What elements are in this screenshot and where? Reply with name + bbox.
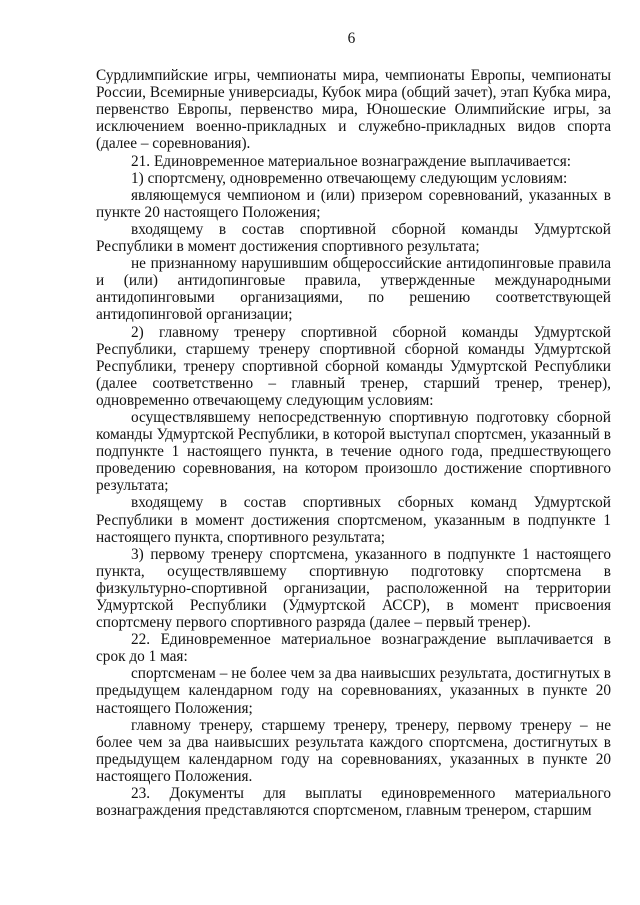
page-number: 6 (347, 30, 356, 47)
paragraph-23: 23. Документы для выплаты единовременного материального вознаграждения представляются спортсменом, главным тренером, старшим (96, 785, 611, 820)
paragraph-21-3: 3) первому тренеру спортсмена, указанного в подпункте 1 настоящего пункта, осуществлявшему спортивную подготовку спортсмена в физкультурно-спортивной организации, расположенной на территории Удмуртской Республики (Удмуртской АССР), в момент присвоения спортсмену первого спортивного разряда (далее – первый тренер). (96, 545, 611, 632)
document-page (96, 30, 611, 819)
paragraph-21-1-condition-champion: являющемуся чемпионом и (или) призером соревнований, указанных в пункте 20 настоящего Положения; (96, 186, 611, 221)
paragraph-21-2-condition-training: осуществлявшему непосредственную спортивную подготовку сборной команды Удмуртской Республики, в которой выступал спортсмен, указанный в подпункте 1 настоящего пункта, в течение одного года, предшествующего проведению соревнования, на котором произошло достижение спортивного результата; (96, 408, 611, 495)
paragraph-21-2-condition-team: входящему в состав спортивных сборных команд Удмуртской Республики в момент достижения спортсменом, указанным в подпункте 1 настоящего пункта, спортивного результата; (96, 494, 611, 546)
paragraph-21: 21. Единовременное материальное вознаграждение выплачивается: (131, 152, 572, 170)
paragraph-21-1: 1) спортсмену, одновременно отвечающему следующим условиям: (131, 169, 568, 187)
paragraph-22-athletes: спортсменам – не более чем за два наивысших результата, достигнутых в предыдущем календарном году на соревнованиях, указанных в пункте 20 настоящего Положения; (96, 665, 611, 717)
paragraph-21-1-condition-team: входящему в состав спортивной сборной команды Удмуртской Республики в момент достижения спортивного результата; (96, 220, 611, 256)
paragraph-22-coaches: главному тренеру, старшему тренеру, тренеру, первому тренеру – не более чем за два наивысших результата каждого спортсмена, достигнутых в предыдущем календарном году на соревнованиях, указанных в пункте 20 настоящего Положения. (96, 716, 611, 785)
paragraph-continuation: Сурдлимпийские игры, чемпионаты мира, чемпионаты Европы, чемпионаты России, Всемирные универсиады, Кубок мира (общий зачет), этап Кубка мира, первенство Европы, первенство мира, Юношеские Олимпийские игры, за исключением военно-прикладных и служебно-прикладных видов спорта (далее – соревнования). (96, 67, 611, 153)
paragraph-21-1-condition-antidoping: не признанному нарушившим общероссийские антидопинговые правила и (или) антидопинговые правила, утвержденные международными антидопинговыми организациями, по решению соответствующей антидопинговой организации; (96, 255, 611, 324)
paragraph-22: 22. Единовременное материальное вознаграждение выплачивается в срок до 1 мая: (96, 631, 611, 666)
paragraph-21-2: 2) главному тренеру спортивной сборной команды Удмуртской Республики, старшему тренеру спортивной сборной команды Удмуртской Республики, тренеру спортивной сборной команды Удмуртской Республики (далее соответственно – главный тренер, старший тренер, тренер), одновременно отвечающему следующим условиям: (96, 323, 611, 409)
